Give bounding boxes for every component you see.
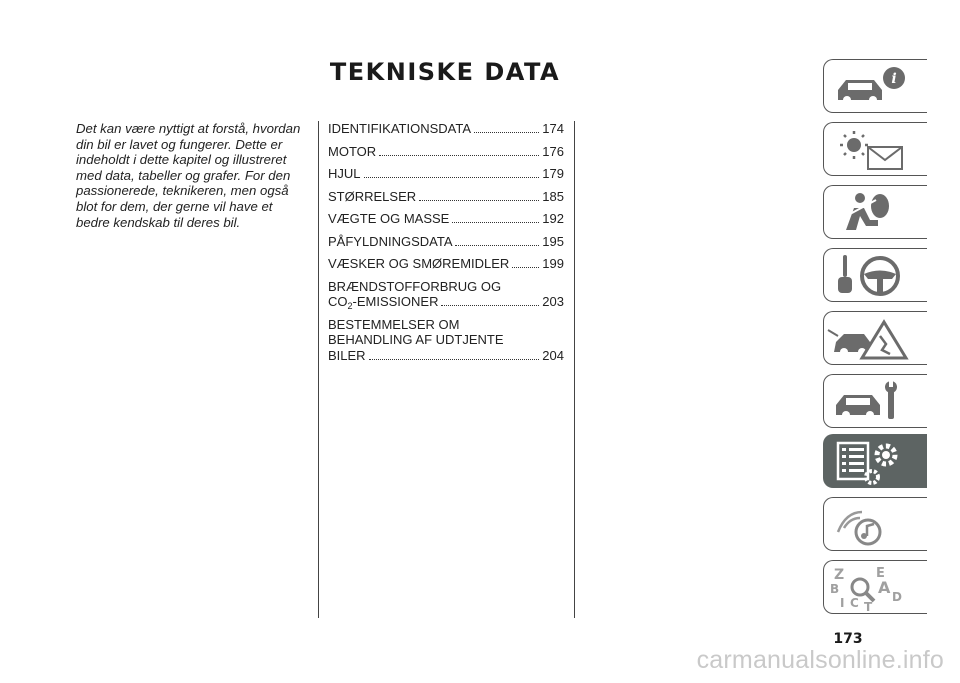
toc-leader xyxy=(455,235,539,246)
tab-index[interactable] xyxy=(823,560,927,614)
index-letter: C xyxy=(850,596,859,610)
multimedia-music-icon xyxy=(824,498,928,552)
toc-page: 204 xyxy=(542,347,564,363)
toc-label-line: BEHANDLING AF UDTJENTE xyxy=(328,332,504,347)
toc-label: VÆGTE OG MASSE xyxy=(328,211,450,226)
tab-emergency[interactable] xyxy=(823,311,927,365)
tab-maintenance[interactable] xyxy=(823,374,927,428)
key-steering-wheel-icon xyxy=(824,249,928,303)
seat-airbag-icon xyxy=(824,186,928,240)
index-letter: I xyxy=(840,596,845,610)
column-divider-left xyxy=(318,121,319,618)
index-letter: E xyxy=(876,566,885,581)
car-maintenance-icon xyxy=(824,375,928,429)
toc-leader xyxy=(512,257,539,268)
watermark: carmanualsonline.info xyxy=(696,646,944,674)
toc-page: 185 xyxy=(542,188,564,204)
toc-page: 179 xyxy=(542,166,564,181)
index-letter: Z xyxy=(834,567,845,583)
tab-technical-data[interactable] xyxy=(823,434,927,488)
toc-label-line: BESTEMMELSER OM xyxy=(328,316,460,332)
warning-light-envelope-icon xyxy=(824,123,928,177)
toc-page: 174 xyxy=(542,121,564,136)
table-of-contents xyxy=(328,121,564,370)
car-breakdown-icon xyxy=(824,312,928,366)
toc-page: 176 xyxy=(542,143,564,159)
toc-item-braendstofforbrug[interactable] xyxy=(328,279,564,310)
toc-item-identifikationsdata[interactable] xyxy=(328,121,564,137)
toc-leader xyxy=(441,295,539,306)
tab-warning-lights[interactable] xyxy=(823,122,927,176)
toc-label: VÆSKER OG SMØREMIDLER xyxy=(328,256,510,271)
toc-item-stoerrelser[interactable] xyxy=(328,189,564,205)
toc-item-vaegte-og-masse[interactable] xyxy=(328,211,564,227)
toc-label xyxy=(328,294,438,310)
alphabetical-index-icon xyxy=(824,561,928,615)
toc-leader xyxy=(452,212,539,223)
tab-car-info[interactable] xyxy=(823,59,927,113)
tab-starting-driving[interactable] xyxy=(823,248,927,302)
toc-leader xyxy=(474,122,539,133)
chapter-title: TEKNISKE DATA xyxy=(329,58,561,86)
toc-leader xyxy=(369,349,540,360)
toc-label-line: BRÆNDSTOFFORBRUG OG xyxy=(328,278,502,294)
technical-data-list-gears-icon xyxy=(824,435,928,489)
chapter-intro-text: Det kan være nyttigt at forstå, hvordan din bil er lavet og fungerer. Dette er indeholdt i dette kapitel og illustreret med data, tabeller og grafer. For den passionerede, teknikeren, men også blot for dem, der gerne vil have et bedre kendskab til deres bil. xyxy=(76,121,301,230)
toc-item-motor[interactable] xyxy=(328,144,564,160)
index-letter: B xyxy=(830,582,840,596)
toc-label: IDENTIFIKATIONSDATA xyxy=(328,121,472,136)
toc-label: STØRRELSER xyxy=(328,188,417,204)
toc-page: 203 xyxy=(542,294,564,309)
toc-label-subscript: 2 xyxy=(347,301,353,311)
index-letter: D xyxy=(892,590,902,604)
car-info-icon xyxy=(824,60,928,114)
svg-text:i: i xyxy=(891,71,897,87)
page-number: 173 xyxy=(833,631,863,647)
index-letter: T xyxy=(864,600,873,614)
toc-label-rest: -EMISSIONER xyxy=(352,294,439,309)
toc-item-vaesker-og-smoeremidler[interactable] xyxy=(328,256,564,272)
toc-leader xyxy=(364,167,540,178)
toc-item-paafyldningsdata[interactable] xyxy=(328,234,564,250)
toc-label: PÅFYLDNINGSDATA xyxy=(328,233,453,249)
toc-page: 192 xyxy=(542,211,564,226)
toc-label: HJUL xyxy=(328,166,361,181)
tab-safety[interactable] xyxy=(823,185,927,239)
column-divider-right xyxy=(574,121,575,618)
toc-label-co: CO xyxy=(328,294,348,309)
index-letter: A xyxy=(878,578,891,597)
toc-leader xyxy=(419,190,539,201)
toc-item-hjul[interactable] xyxy=(328,166,564,182)
tab-multimedia[interactable] xyxy=(823,497,927,551)
toc-item-bestemmelser[interactable] xyxy=(328,317,564,364)
toc-page: 199 xyxy=(542,256,564,271)
toc-label: MOTOR xyxy=(328,143,377,159)
toc-label: BILER xyxy=(328,347,366,363)
toc-leader xyxy=(379,145,539,156)
toc-page: 195 xyxy=(542,233,564,249)
